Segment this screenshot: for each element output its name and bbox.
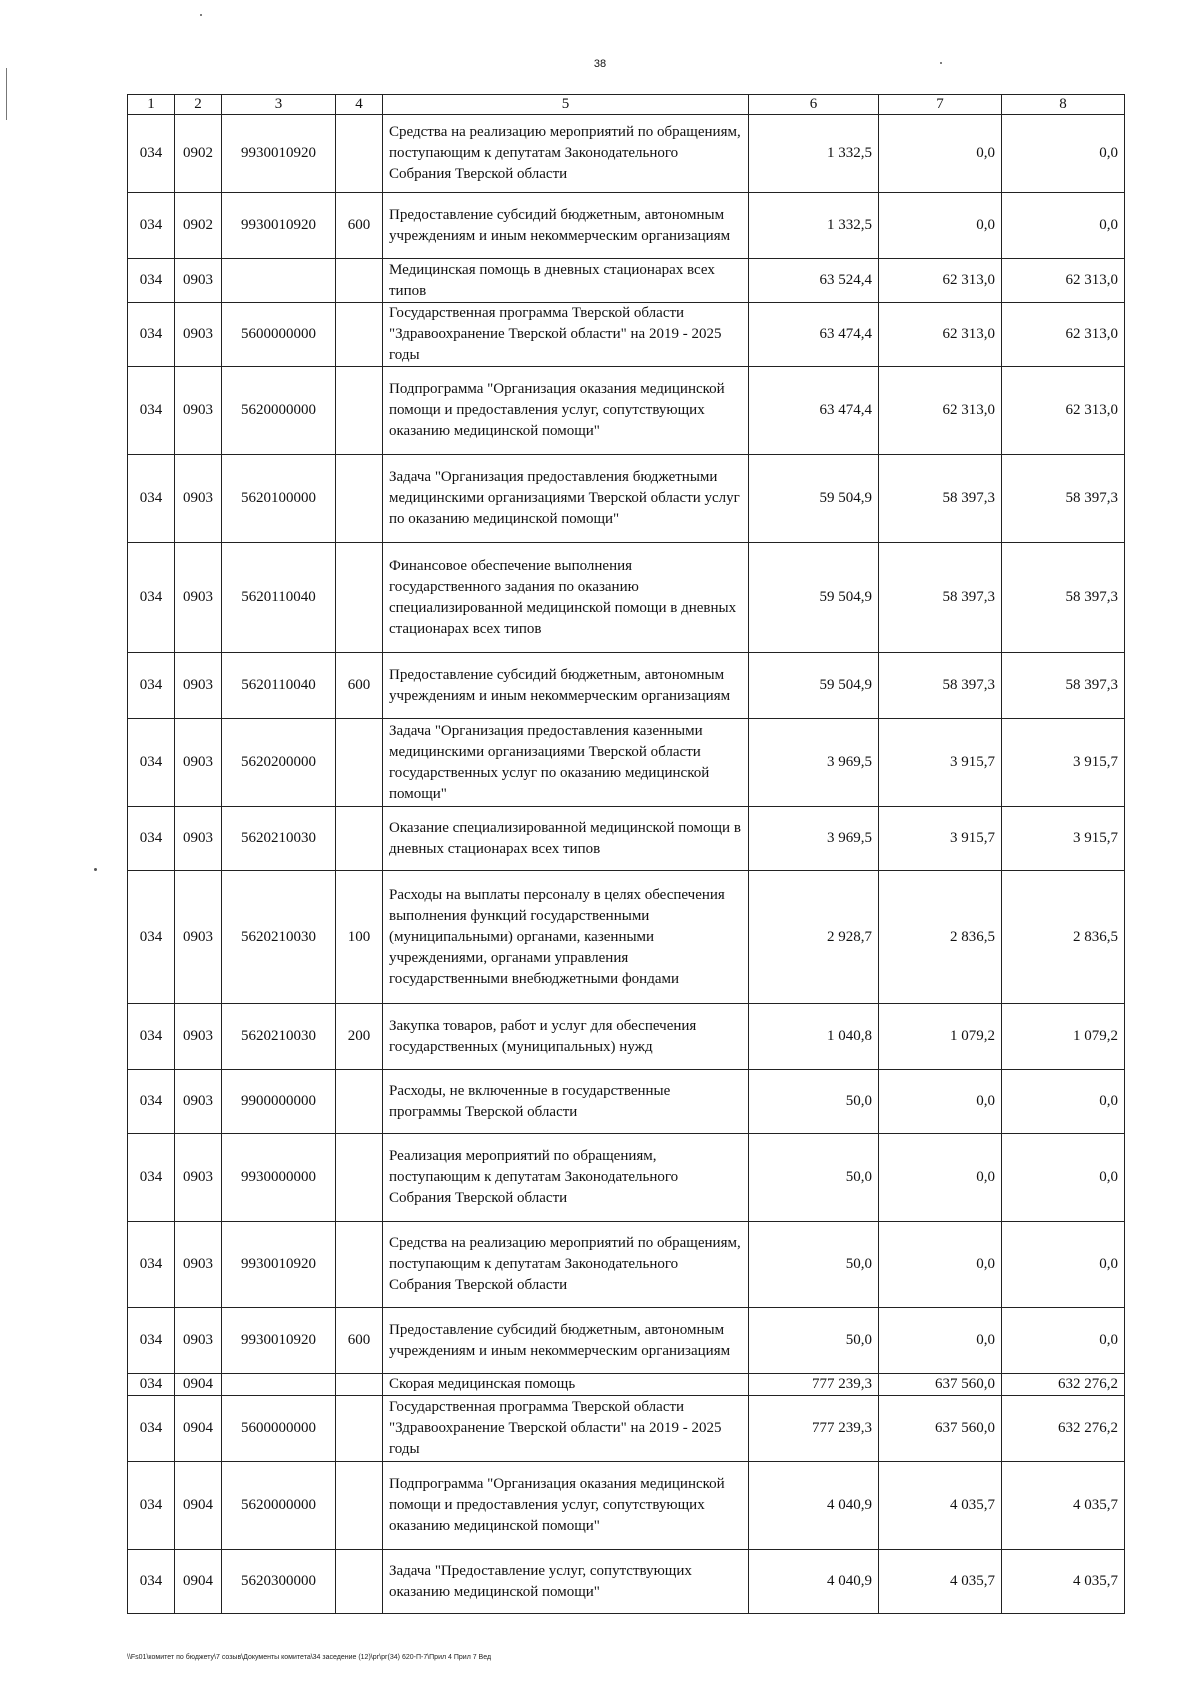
expense-type bbox=[336, 1222, 383, 1308]
amount-col8: 0,0 bbox=[1002, 193, 1125, 259]
expense-type bbox=[336, 1134, 383, 1222]
table-row bbox=[128, 303, 1125, 367]
description: Предоставление субсидий бюджетным, автономным учреждениям и иным некоммерческим организациям bbox=[383, 193, 749, 259]
expense-type bbox=[336, 1070, 383, 1134]
description: Средства на реализацию мероприятий по обращениям, поступающим к депутатам Законодательного Собрания Тверской области bbox=[383, 115, 749, 193]
expense-type bbox=[336, 115, 383, 193]
target-code: 5620110040 bbox=[222, 653, 336, 719]
amount-col7: 3 915,7 bbox=[879, 807, 1002, 871]
page-number: 38 bbox=[593, 58, 607, 70]
description: Предоставление субсидий бюджетным, автономным учреждениям и иным некоммерческим организациям bbox=[383, 1308, 749, 1374]
description: Задача "Организация предоставления казенными медицинскими организациями Тверской области государственных услуг по оказанию медицинской помощи" bbox=[383, 719, 749, 807]
amount-col8: 4 035,7 bbox=[1002, 1462, 1125, 1550]
section-code: 0903 bbox=[175, 653, 222, 719]
section-code: 0903 bbox=[175, 1308, 222, 1374]
expense-type: 600 bbox=[336, 193, 383, 259]
description: Скорая медицинская помощь bbox=[383, 1374, 749, 1396]
amount-col7: 58 397,3 bbox=[879, 455, 1002, 543]
target-code: 9930010920 bbox=[222, 1222, 336, 1308]
amount-col6: 50,0 bbox=[749, 1070, 879, 1134]
table-row bbox=[128, 1462, 1125, 1550]
target-code: 5600000000 bbox=[222, 303, 336, 367]
amount-col8: 0,0 bbox=[1002, 1070, 1125, 1134]
amount-col8: 62 313,0 bbox=[1002, 367, 1125, 455]
expense-type bbox=[336, 1396, 383, 1462]
target-code: 5620100000 bbox=[222, 455, 336, 543]
admin-code: 034 bbox=[128, 807, 175, 871]
table-row bbox=[128, 193, 1125, 259]
admin-code: 034 bbox=[128, 1396, 175, 1462]
expense-type bbox=[336, 807, 383, 871]
amount-col7: 62 313,0 bbox=[879, 259, 1002, 303]
admin-code: 034 bbox=[128, 871, 175, 1004]
table-row bbox=[128, 719, 1125, 807]
section-code: 0903 bbox=[175, 719, 222, 807]
section-code: 0904 bbox=[175, 1396, 222, 1462]
header-cell: 8 bbox=[1002, 95, 1125, 115]
amount-col7: 637 560,0 bbox=[879, 1396, 1002, 1462]
amount-col8: 4 035,7 bbox=[1002, 1550, 1125, 1614]
description: Закупка товаров, работ и услуг для обеспечения государственных (муниципальных) нужд bbox=[383, 1004, 749, 1070]
target-code: 5620000000 bbox=[222, 1462, 336, 1550]
table-row bbox=[128, 1550, 1125, 1614]
header-cell: 1 bbox=[128, 95, 175, 115]
section-code: 0903 bbox=[175, 1134, 222, 1222]
amount-col6: 50,0 bbox=[749, 1134, 879, 1222]
table-row bbox=[128, 1134, 1125, 1222]
expense-type bbox=[336, 543, 383, 653]
description: Реализация мероприятий по обращениям, поступающим к депутатам Законодательного Собрания Тверской области bbox=[383, 1134, 749, 1222]
target-code: 9900000000 bbox=[222, 1070, 336, 1134]
section-code: 0903 bbox=[175, 871, 222, 1004]
header-cell: 2 bbox=[175, 95, 222, 115]
admin-code: 034 bbox=[128, 455, 175, 543]
target-code: 5620000000 bbox=[222, 367, 336, 455]
amount-col6: 1 332,5 bbox=[749, 115, 879, 193]
amount-col6: 59 504,9 bbox=[749, 543, 879, 653]
table-row bbox=[128, 1396, 1125, 1462]
table-row bbox=[128, 653, 1125, 719]
section-code: 0902 bbox=[175, 193, 222, 259]
target-code: 5620300000 bbox=[222, 1550, 336, 1614]
table-row bbox=[128, 1308, 1125, 1374]
admin-code: 034 bbox=[128, 259, 175, 303]
target-code: 9930010920 bbox=[222, 1308, 336, 1374]
expense-type bbox=[336, 303, 383, 367]
section-code: 0903 bbox=[175, 1070, 222, 1134]
amount-col7: 2 836,5 bbox=[879, 871, 1002, 1004]
target-code bbox=[222, 259, 336, 303]
admin-code: 034 bbox=[128, 303, 175, 367]
admin-code: 034 bbox=[128, 1070, 175, 1134]
table-row bbox=[128, 1004, 1125, 1070]
section-code: 0903 bbox=[175, 455, 222, 543]
target-code: 9930000000 bbox=[222, 1134, 336, 1222]
section-code: 0904 bbox=[175, 1462, 222, 1550]
amount-col6: 2 928,7 bbox=[749, 871, 879, 1004]
admin-code: 034 bbox=[128, 1004, 175, 1070]
admin-code: 034 bbox=[128, 115, 175, 193]
amount-col7: 637 560,0 bbox=[879, 1374, 1002, 1396]
expense-type bbox=[336, 1462, 383, 1550]
amount-col7: 62 313,0 bbox=[879, 303, 1002, 367]
amount-col8: 0,0 bbox=[1002, 115, 1125, 193]
target-code: 9930010920 bbox=[222, 115, 336, 193]
scan-speck bbox=[200, 14, 202, 16]
amount-col8: 58 397,3 bbox=[1002, 455, 1125, 543]
amount-col7: 58 397,3 bbox=[879, 543, 1002, 653]
description: Задача "Предоставление услуг, сопутствующих оказанию медицинской помощи" bbox=[383, 1550, 749, 1614]
amount-col8: 0,0 bbox=[1002, 1134, 1125, 1222]
expense-type: 600 bbox=[336, 1308, 383, 1374]
section-code: 0903 bbox=[175, 543, 222, 653]
amount-col6: 4 040,9 bbox=[749, 1550, 879, 1614]
expense-type bbox=[336, 367, 383, 455]
amount-col6: 50,0 bbox=[749, 1222, 879, 1308]
amount-col7: 0,0 bbox=[879, 1070, 1002, 1134]
expense-type bbox=[336, 1550, 383, 1614]
expense-type bbox=[336, 1374, 383, 1396]
target-code: 5620110040 bbox=[222, 543, 336, 653]
target-code: 5620210030 bbox=[222, 871, 336, 1004]
target-code: 5620210030 bbox=[222, 1004, 336, 1070]
table-row bbox=[128, 543, 1125, 653]
amount-col6: 59 504,9 bbox=[749, 653, 879, 719]
target-code: 9930010920 bbox=[222, 193, 336, 259]
admin-code: 034 bbox=[128, 367, 175, 455]
table-row bbox=[128, 1374, 1125, 1396]
target-code bbox=[222, 1374, 336, 1396]
amount-col8: 2 836,5 bbox=[1002, 871, 1125, 1004]
target-code: 5600000000 bbox=[222, 1396, 336, 1462]
description: Подпрограмма "Организация оказания медицинской помощи и предоставления услуг, сопутствующих оказанию медицинской помощи" bbox=[383, 1462, 749, 1550]
expense-type bbox=[336, 259, 383, 303]
table-row bbox=[128, 871, 1125, 1004]
header-cell: 6 bbox=[749, 95, 879, 115]
amount-col8: 58 397,3 bbox=[1002, 653, 1125, 719]
amount-col7: 62 313,0 bbox=[879, 367, 1002, 455]
description: Подпрограмма "Организация оказания медицинской помощи и предоставления услуг, сопутствующих оказанию медицинской помощи" bbox=[383, 367, 749, 455]
amount-col8: 632 276,2 bbox=[1002, 1396, 1125, 1462]
scan-speck bbox=[94, 868, 97, 871]
expense-type bbox=[336, 719, 383, 807]
section-code: 0903 bbox=[175, 807, 222, 871]
amount-col6: 59 504,9 bbox=[749, 455, 879, 543]
table-row bbox=[128, 807, 1125, 871]
description: Медицинская помощь в дневных стационарах всех типов bbox=[383, 259, 749, 303]
amount-col6: 3 969,5 bbox=[749, 719, 879, 807]
header-cell: 7 bbox=[879, 95, 1002, 115]
amount-col8: 3 915,7 bbox=[1002, 807, 1125, 871]
header-row bbox=[128, 95, 1125, 115]
amount-col6: 1 332,5 bbox=[749, 193, 879, 259]
amount-col6: 63 474,4 bbox=[749, 367, 879, 455]
target-code: 5620200000 bbox=[222, 719, 336, 807]
admin-code: 034 bbox=[128, 653, 175, 719]
amount-col6: 63 524,4 bbox=[749, 259, 879, 303]
amount-col7: 1 079,2 bbox=[879, 1004, 1002, 1070]
section-code: 0903 bbox=[175, 303, 222, 367]
scan-edge-mark bbox=[6, 68, 7, 120]
description: Оказание специализированной медицинской помощи в дневных стационарах всех типов bbox=[383, 807, 749, 871]
header-cell: 3 bbox=[222, 95, 336, 115]
admin-code: 034 bbox=[128, 1374, 175, 1396]
amount-col8: 0,0 bbox=[1002, 1308, 1125, 1374]
description: Средства на реализацию мероприятий по обращениям, поступающим к депутатам Законодательного Собрания Тверской области bbox=[383, 1222, 749, 1308]
amount-col8: 62 313,0 bbox=[1002, 259, 1125, 303]
amount-col6: 3 969,5 bbox=[749, 807, 879, 871]
header-cell: 5 bbox=[383, 95, 749, 115]
amount-col8: 1 079,2 bbox=[1002, 1004, 1125, 1070]
expense-type bbox=[336, 455, 383, 543]
amount-col6: 50,0 bbox=[749, 1308, 879, 1374]
section-code: 0903 bbox=[175, 1004, 222, 1070]
expense-type: 200 bbox=[336, 1004, 383, 1070]
admin-code: 034 bbox=[128, 1550, 175, 1614]
table-row bbox=[128, 259, 1125, 303]
admin-code: 034 bbox=[128, 1134, 175, 1222]
amount-col6: 63 474,4 bbox=[749, 303, 879, 367]
expense-type: 600 bbox=[336, 653, 383, 719]
admin-code: 034 bbox=[128, 1222, 175, 1308]
amount-col7: 0,0 bbox=[879, 193, 1002, 259]
amount-col8: 632 276,2 bbox=[1002, 1374, 1125, 1396]
amount-col6: 1 040,8 bbox=[749, 1004, 879, 1070]
amount-col8: 0,0 bbox=[1002, 1222, 1125, 1308]
amount-col7: 0,0 bbox=[879, 1308, 1002, 1374]
section-code: 0903 bbox=[175, 1222, 222, 1308]
amount-col8: 3 915,7 bbox=[1002, 719, 1125, 807]
table-row bbox=[128, 1070, 1125, 1134]
table-row bbox=[128, 367, 1125, 455]
amount-col7: 4 035,7 bbox=[879, 1550, 1002, 1614]
budget-table bbox=[127, 94, 1125, 1614]
section-code: 0904 bbox=[175, 1374, 222, 1396]
description: Расходы на выплаты персоналу в целях обеспечения выполнения функций государственными (муниципальными) органами, казенными учреждениями, органами управления государственными внебюджетными фондами bbox=[383, 871, 749, 1004]
amount-col8: 58 397,3 bbox=[1002, 543, 1125, 653]
admin-code: 034 bbox=[128, 1308, 175, 1374]
table-row bbox=[128, 1222, 1125, 1308]
admin-code: 034 bbox=[128, 543, 175, 653]
amount-col7: 0,0 bbox=[879, 115, 1002, 193]
expense-type: 100 bbox=[336, 871, 383, 1004]
table-row bbox=[128, 115, 1125, 193]
admin-code: 034 bbox=[128, 719, 175, 807]
section-code: 0903 bbox=[175, 367, 222, 455]
section-code: 0903 bbox=[175, 259, 222, 303]
header-cell: 4 bbox=[336, 95, 383, 115]
amount-col6: 4 040,9 bbox=[749, 1462, 879, 1550]
amount-col7: 3 915,7 bbox=[879, 719, 1002, 807]
section-code: 0902 bbox=[175, 115, 222, 193]
amount-col8: 62 313,0 bbox=[1002, 303, 1125, 367]
description: Расходы, не включенные в государственные программы Тверской области bbox=[383, 1070, 749, 1134]
description: Государственная программа Тверской области "Здравоохранение Тверской области" на 2019 - 2025 годы bbox=[383, 303, 749, 367]
target-code: 5620210030 bbox=[222, 807, 336, 871]
amount-col7: 58 397,3 bbox=[879, 653, 1002, 719]
footer-file-path: \\Fs01\комитет по бюджету\7 созыв\Документы комитета\34 заседение (12)\рг\рг(34) 620-П-7\Прил 4 Прил 7 Вед bbox=[127, 1654, 492, 1661]
table-row bbox=[128, 455, 1125, 543]
amount-col6: 777 239,3 bbox=[749, 1374, 879, 1396]
description: Финансовое обеспечение выполнения государственного задания по оказанию специализированной медицинской помощи в дневных стационарах всех типов bbox=[383, 543, 749, 653]
amount-col7: 4 035,7 bbox=[879, 1462, 1002, 1550]
amount-col7: 0,0 bbox=[879, 1222, 1002, 1308]
description: Государственная программа Тверской области "Здравоохранение Тверской области" на 2019 - 2025 годы bbox=[383, 1396, 749, 1462]
admin-code: 034 bbox=[128, 1462, 175, 1550]
description: Задача "Организация предоставления бюджетными медицинскими организациями Тверской области услуг по оказанию медицинской помощи" bbox=[383, 455, 749, 543]
amount-col6: 777 239,3 bbox=[749, 1396, 879, 1462]
admin-code: 034 bbox=[128, 193, 175, 259]
amount-col7: 0,0 bbox=[879, 1134, 1002, 1222]
description: Предоставление субсидий бюджетным, автономным учреждениям и иным некоммерческим организациям bbox=[383, 653, 749, 719]
section-code: 0904 bbox=[175, 1550, 222, 1614]
